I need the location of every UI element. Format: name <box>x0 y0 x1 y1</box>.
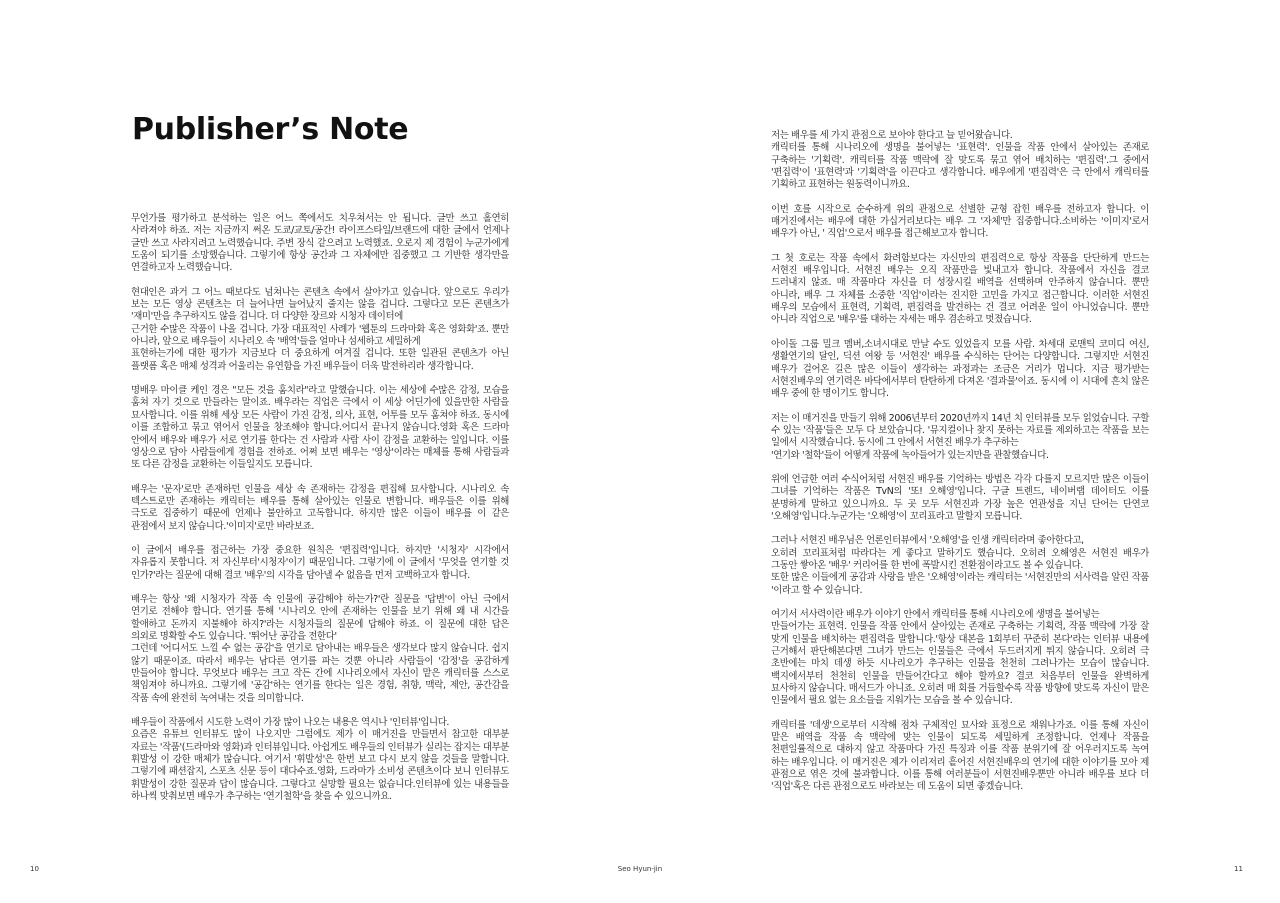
body-paragraph: 아이돌 그룹 밀크 멤버,소녀시대로 만날 수도 있었을지 모를 사람. 차세대 로맨틱 코미디 여신, 생활연기의 달인, 딕션 여왕 등 '서현진' 배우를 수식하는 단어는 다양합니다. 그렇지만 서현진 배우가 걸어온 길은 많은 이들이 생각하는 과정과는 조금은 거리가 멉니다. 지금 평가받는 서현진배우의 연기력은 바닥에서부터 탄탄하게 다져온 '결과물'이죠. 동시에 이 시대에 흔치 않은 배우 중에 한 명이기도 합니다. <box>771 338 1149 400</box>
body-paragraph: 저는 배우를 세 가지 관점으로 보아야 한다고 늘 믿어왔습니다. 캐릭터를 통해 시나리오에 생명을 불어넣는 '표현력'. 인물을 작품 안에서 살아있는 존재로 구축하는 '기획력'. 캐릭터를 작품 맥락에 잘 맞도록 묶고 엮어 배치하는 '편집력'.그 중에서 '편집력'이 '표현력'과 '기획력'을 이끈다고 생각합니다. 배우에게 '편집력'은 극 안에서 캐릭터를 기획하고 표현하는 원동력이니까요. <box>771 130 1149 191</box>
left-text-column <box>131 213 509 815</box>
body-paragraph: 그 첫 호로는 작품 속에서 화려함보다는 자신만의 편집력으로 항상 작품을 단단하게 만드는 서현진 배우입니다. 서현진 배우는 오직 작품만을 빛내고자 합니다. 작품에서 자신을 결코 드러내지 않죠. 매 작품마다 자신을 더 성장시킬 배역을 선택하며 안주하지 않습니다. 뿐만 아니라, 배우 그 자체를 소중한 '직업'이라는 진지한 고민을 가지고 접근합니다. 이러한 서현진 배우의 모습에서 표현력, 기획력, 편집력을 발견하는 건 결코 어려운 일이 아니었습니다. 뿐만 아니라 직업으로 '배우'를 대하는 자세는 매우 겸손하고 멋졌습니다. <box>771 252 1149 326</box>
running-footer-author: Seo Hyun-jin <box>617 865 663 873</box>
body-paragraph: 배우는 '문자'로만 존재하던 인물을 세상 속 존재하는 감정을 편집해 묘사합니다. 시나리오 속 텍스트로만 존재하는 캐릭터는 배우를 통해 살아있는 인물로 변합니다. 배우들은 이를 위해 극도로 집중하기 때문에 언제나 불안하고 고독합니다. 하지만 많은 이들이 배우를 이 같은 관점에서 보지 않습니다.'이미지'로만 바라보죠. <box>131 483 509 532</box>
body-paragraph: 현대인은 과거 그 어느 때보다도 넘쳐나는 콘텐츠 속에서 살아가고 있습니다. 앞으로도 우리가 보는 모든 영상 콘텐츠는 더 늘어나면 늘어났지 줄지는 않을 겁니다. 그렇다고 모든 콘텐츠가 '재미'만을 추구하지도 않을 겁니다. 더 다양한 장르와 시청자 데이터에 근거한 수많은 작품이 나올 겁니다. 가장 대표적인 사례가 '웹툰의 드라마화 혹은 영화화'죠. 뿐만 아니라, 앞으로 배우들이 시나리오 속 '배역'들을 얼마나 섬세하고 세밀하게 표현하는가에 대한 평가가 지금보다 더 중요하게 여겨질 겁니다. 또한 일관된 콘텐츠가 아닌 플랫폼 혹은 매체 성격과 어울리는 유연함을 가진 배우들이 더욱 발전하리라 생각합니다. <box>131 286 509 372</box>
body-paragraph: 이 글에서 배우를 접근하는 가장 중요한 원칙은 '편집력'입니다. 하지만 '시청자' 시각에서 자유롭지 못합니다. 저 자신부터'시청자'이기 때문입니다. 그렇기에 이 글에서 '무엇을 연기할 것 인가?'라는 질문에 대해 결코 '배우'의 시각을 담아낼 수 없음을 먼저 고백하고자 합니다. <box>131 544 509 581</box>
body-paragraph: 여기서 서사력이란 배우가 이야기 안에서 캐릭터를 통해 시나리오에 생명을 불어넣는 만들어가는 표현력. 인물을 작품 안에서 살아있는 존재로 구축하는 기획력, 작품 맥락에 가장 잘 맞게 인물을 배치하는 편집력을 말합니다.'항상 대본을 1회부터 꾸준히 본다'라는 인터뷰 내용에 근거해서 판단해본다면 그녀가 만드는 인물들은 극에서 두드러지게 튀지 않습니다. 오히려 극 초반에는 마치 데생 하듯 시나리오가 추구하는 인물을 천천히 그려나가는 모습이 많습니다. 백지에서부터 천천히 인물을 만들어간다고 해야 할까요? 결코 처음부터 인물을 완벽하게 묘사하지 않습니다. 매서드가 아니죠. 오히려 매 회를 거듭할수록 작품 방향에 맞도록 자신이 맡은 인물에서 필요 없는 요소들을 지워가는 모습을 볼 수 있습니다. <box>771 609 1149 707</box>
body-paragraph: 이번 호를 시작으로 순수하게 위의 관점으로 선별한 균형 잡힌 배우를 전하고자 합니다. 이 매거진에서는 배우에 대한 가십거리보다는 배우 그 '자체'만 집중합니다.소비하는 '이미지'로서 배우가 아닌, ' 직업'으로서 배우를 접근해보고자 합니다. <box>771 203 1149 240</box>
body-paragraph: 그러나 서현진 배우님은 언론인터뷰에서 '오해영'을 인생 캐릭터라며 좋아한다고, 오히려 꼬리표처럼 따라다는 게 좋다고 말하기도 했습니다. 오히려 오해영은 서현진 배우가 그동안 쌓아온 '배우' 커리어를 한 번에 폭발시킨 전환점이라고도 볼 수 있습니다. 또한 많은 이들에게 공감과 사랑을 받은 '오해영'이라는 캐릭터는 '서현진만의 서사력을 알린 작품 '이라고 할 수 있습니다. <box>771 535 1149 596</box>
page-number-right: 11 <box>1234 865 1243 873</box>
right-text-column <box>771 130 1149 806</box>
body-paragraph: 배우들이 작품에서 시도한 노력이 가장 많이 나오는 내용은 역시나 '인터뷰'입니다. 요즘은 유튜브 인터뷰도 많이 나오지만 그럼에도 제가 이 매거진을 만들면서 참고한 대부분 자료는 '작품'(드라마와 영화)과 인터뷰입니다. 아쉽게도 배우들의 인터뷰가 실리는 잡지는 대부분 휘발성 이 강한 매체가 많습니다. 여기서 '휘발성'은 한번 보고 다시 보지 않을 것들을 말합니다. 그렇기에 패션잡지, 스포츠 신문 등이 대다수죠.영화, 드라마가 소비성 콘텐츠이다 보니 인터뷰도 휘발성이 강한 질문과 답이 많습니다. 그렇다고 실망할 필요는 없습니다.인터뷰에 있는 내용들을 하나씩 맞춰보면 배우가 추구하는 '연기철학'을 찾을 수 있으니까요. <box>131 717 509 803</box>
body-paragraph: 명배우 마이클 케인 경은 "모든 것을 훔치라"라고 말했습니다. 이는 세상에 수많은 감정, 모습을 훔쳐 자기 것으로 만들라는 말이죠. 배우라는 직업은 극에서 이 세상 어딘가에 있을만한 사람을 묘사합니다. 이를 위해 세상 모든 사람이 가진 감정, 의사, 표현, 어투를 모두 훔쳐야 하죠. 동시에 이를 조합하고 묶고 엮어서 인물을 창조해야 합니다.어디서 끝나지 않습니다.영화 혹은 드라마 안에서 배우와 배우가 서로 연기를 한다는 건 사람과 사람 사이 감정을 교환하는 일입니다. 이를 영상으로 담아 사람들에게 경험을 전하죠. 어쩌 보면 배우는 '영상'이라는 매체를 통해 사람들과 또 다른 감정을 교환하는 이들일지도 모릅니다. <box>131 385 509 471</box>
page-number-left: 10 <box>30 865 39 873</box>
body-paragraph: 캐릭터를 '데생'으로부터 시작해 점차 구체적인 묘사와 표정으로 채워나가죠. 이를 통해 자신이 맡은 배역을 작품 속 맥락에 맞는 인물이 되도록 세밀하게 조정합니다. 언제나 작품을 천편일률적으로 대하지 않고 작품마다 가진 특징과 이를 작품 분위기에 잘 어우러지도록 녹여 하는 배우입니다. 이 매거진은 제가 이리저리 흩어진 서현진배우의 연기에 대한 이야기를 모아 제 관점으로 엮은 것에 불과합니다. 이를 통해 여러분들이 서현진배우뿐만 아니라 배우를 보다 더 '직업'혹은 다른 관점으로도 바라보는 데 도움이 되면 좋겠습니다. <box>771 719 1149 793</box>
page-title: Publisher’s Note <box>132 112 409 147</box>
body-paragraph: 저는 이 매거진을 만들기 위해 2006년부터 2020년까지 14년 치 인터뷰를 모두 읽었습니다. 구할 수 있는 '작품'들은 모두 다 보았습니다. '뮤지컬이나 찾지 못하는 자료를 제외하고는 작품을 보는 일에서 시작했습니다. 동시에 그 안에서 서현진 배우가 추구하는 '연기와 '철학'들이 어떻게 작품에 녹아들어가 있는지만을 관찰했습니다. <box>771 412 1149 461</box>
body-paragraph: 무언가를 평가하고 분석하는 일은 어느 쪽에서도 치우쳐서는 안 됩니다. 글만 쓰고 홀연히 사라져야 하죠. 저는 지금까지 써온 도쿄/교토/공간! 라이프스타일/브랜드에 대한 글에서 언제나 글만 쓰고 사라지려고 노력했습니다. 주변 장식 같으려고 노력했죠. 오로지 제 경험이 누군가에게 도움이 되기를 소망했습니다. 그렇기에 항상 공간과 그 자체에만 집중했고 그 기반한 생각만을 연결하고자 노력했습니다. <box>131 213 509 274</box>
body-paragraph: 위에 언급한 여러 수식어처럼 서현진 배우를 기억하는 방법은 각각 다를지 모르지만 많은 이들이 그녀를 기억하는 작품은 TvN의 '또! 오해영'입니다. 구글 트렌드, 네이버랩 데이터도 이를 분명하게 말하고 있으니까요. 두 곳 모두 서현진과 가장 높은 연관성을 지닌 단어는 단연코 '오해영'입니다.누군가는 '오해영'이 꼬리표라고 말할지 모릅니다. <box>771 473 1149 522</box>
body-paragraph: 배우는 항상 '왜 시청자가 작품 속 인물에 공감해야 하는가?'란 질문을 '답변'이 아닌 극에서 연기로 전해야 합니다. 연기를 통해 '시나리오 안에 존재하는 인물을 보기 위해 왜 내 시간을 할애하고 돈까지 지불해야 하지?'라는 시청자들의 질문에 답해야 하죠. 이 질문에 대한 답은 의외로 명확할 수도 있습니다. '뛰어난 공감을 전한다' 그런데 '어디서도 느낄 수 없는 공감'을 연기로 담아내는 배우들은 생각보다 많지 않습니다. 쉽지 않기 때문이죠. 따라서 배우는 남다른 연기를 파는 것뿐 아니라 사람들이 '감정'을 공감하게 만들어야 합니다. 무엇보다 배우는 크고 작든 간에 시나리오에서 자신이 맡은 캐릭터를 스스로 책임져야 하니까요. 그렇기에 '공감'하는 연기를 한다는 일은 경험, 취향, 맥락, 제안, 공간감을 작품 속에 완전히 녹여내는 것을 의미합니다. <box>131 593 509 704</box>
